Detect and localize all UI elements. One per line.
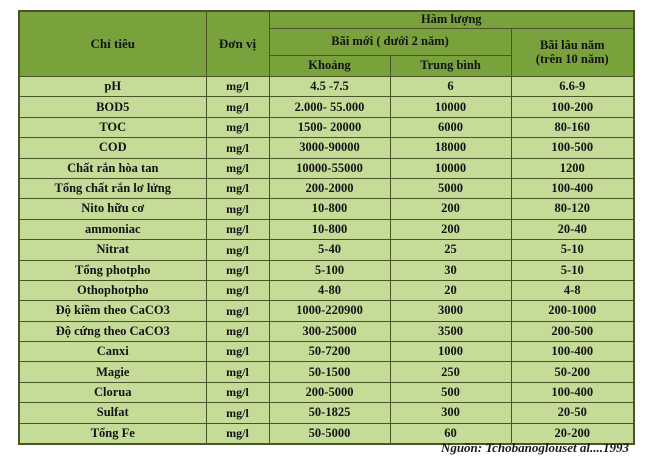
cell-range: 50-1825 [269,403,390,423]
cell-average: 6 [390,77,511,97]
column-header-indicator: Chỉ tiêu [19,11,206,77]
cell-old-site: 20-200 [511,423,634,444]
cell-indicator: Clorua [19,382,206,402]
cell-old-site: 200-1000 [511,301,634,321]
table-row [19,260,634,280]
cell-unit: mg/l [206,423,269,444]
cell-unit: mg/l [206,260,269,280]
cell-average: 30 [390,260,511,280]
table-row [19,301,634,321]
table-row [19,342,634,362]
cell-old-site: 100-400 [511,178,634,198]
cell-indicator: pH [19,77,206,97]
column-header-content-group: Hàm lượng [269,11,634,29]
cell-unit: mg/l [206,77,269,97]
cell-range: 200-2000 [269,178,390,198]
column-header-unit: Đơn vị [206,11,269,77]
column-header-old-site-line2: (trên 10 năm) [535,51,609,66]
cell-unit: mg/l [206,219,269,239]
cell-average: 300 [390,403,511,423]
table-row [19,321,634,341]
cell-average: 10000 [390,97,511,117]
cell-range: 50-5000 [269,423,390,444]
cell-old-site: 50-200 [511,362,634,382]
column-header-new-site-group: Bãi mới ( dưới 2 năm) [269,29,511,56]
cell-old-site: 1200 [511,158,634,178]
cell-range: 1500- 20000 [269,117,390,137]
table-row [19,97,634,117]
table-row [19,280,634,300]
source-attribution: Nguồn: Tchobanoglouset al....1993 [440,440,629,455]
table-row [19,199,634,219]
cell-range: 1000-220900 [269,301,390,321]
cell-indicator: COD [19,138,206,158]
cell-unit: mg/l [206,362,269,382]
cell-average: 3000 [390,301,511,321]
column-header-range: Khoảng [269,56,390,77]
cell-indicator: Nito hữu cơ [19,199,206,219]
cell-average: 10000 [390,158,511,178]
cell-old-site: 100-500 [511,138,634,158]
table-row [19,158,634,178]
cell-average: 3500 [390,321,511,341]
cell-indicator: TOC [19,117,206,137]
cell-unit: mg/l [206,321,269,341]
cell-old-site: 6.6-9 [511,77,634,97]
cell-old-site: 5-10 [511,260,634,280]
cell-range: 4-80 [269,280,390,300]
cell-unit: mg/l [206,138,269,158]
cell-range: 5-40 [269,240,390,260]
leachate-composition-table-container [18,10,633,445]
cell-average: 200 [390,199,511,219]
cell-average: 250 [390,362,511,382]
cell-unit: mg/l [206,199,269,219]
cell-range: 50-1500 [269,362,390,382]
cell-old-site: 100-400 [511,342,634,362]
cell-unit: mg/l [206,158,269,178]
cell-old-site: 200-500 [511,321,634,341]
table-row [19,117,634,137]
cell-old-site: 4-8 [511,280,634,300]
cell-range: 4.5 -7.5 [269,77,390,97]
cell-average: 20 [390,280,511,300]
cell-average: 60 [390,423,511,444]
cell-old-site: 20-40 [511,219,634,239]
cell-range: 10000-55000 [269,158,390,178]
table-row [19,403,634,423]
table-row [19,362,634,382]
cell-unit: mg/l [206,280,269,300]
cell-indicator: Othophotpho [19,280,206,300]
cell-indicator: Tổng photpho [19,260,206,280]
table-row [19,77,634,97]
cell-unit: mg/l [206,382,269,402]
cell-range: 10-800 [269,219,390,239]
cell-indicator: Độ kiềm theo CaCO3 [19,301,206,321]
table-row [19,219,634,239]
cell-range: 10-800 [269,199,390,219]
cell-average: 18000 [390,138,511,158]
column-header-old-site-line1: Bãi lâu năm [539,38,605,53]
cell-indicator: Sulfat [19,403,206,423]
cell-indicator: Magie [19,362,206,382]
cell-old-site: 20-50 [511,403,634,423]
cell-average: 200 [390,219,511,239]
cell-unit: mg/l [206,117,269,137]
cell-indicator: Tổng chất rắn lơ lửng [19,178,206,198]
table-row [19,240,634,260]
cell-unit: mg/l [206,342,269,362]
cell-range: 5-100 [269,260,390,280]
table-row [19,382,634,402]
cell-indicator: Tổng Fe [19,423,206,444]
column-header-average: Trung bình [390,56,511,77]
cell-range: 3000-90000 [269,138,390,158]
column-header-old-site [511,29,634,77]
cell-old-site: 5-10 [511,240,634,260]
cell-average: 6000 [390,117,511,137]
cell-average: 500 [390,382,511,402]
cell-range: 200-5000 [269,382,390,402]
cell-range: 50-7200 [269,342,390,362]
cell-unit: mg/l [206,301,269,321]
cell-old-site: 80-120 [511,199,634,219]
cell-average: 1000 [390,342,511,362]
cell-average: 25 [390,240,511,260]
header-row-tier1 [19,11,634,29]
cell-unit: mg/l [206,403,269,423]
cell-indicator: Chất rắn hòa tan [19,158,206,178]
cell-old-site: 100-400 [511,382,634,402]
cell-unit: mg/l [206,178,269,198]
cell-indicator: BOD5 [19,97,206,117]
table-body [19,77,634,445]
table-header [19,11,634,77]
cell-indicator: Canxi [19,342,206,362]
leachate-composition-table [18,10,635,445]
cell-indicator: Độ cứng theo CaCO3 [19,321,206,341]
cell-unit: mg/l [206,240,269,260]
cell-unit: mg/l [206,97,269,117]
cell-old-site: 80-160 [511,117,634,137]
table-row [19,138,634,158]
cell-old-site: 100-200 [511,97,634,117]
cell-indicator: ammoniac [19,219,206,239]
cell-indicator: Nitrat [19,240,206,260]
cell-range: 2.000- 55.000 [269,97,390,117]
cell-average: 5000 [390,178,511,198]
table-row [19,178,634,198]
cell-range: 300-25000 [269,321,390,341]
